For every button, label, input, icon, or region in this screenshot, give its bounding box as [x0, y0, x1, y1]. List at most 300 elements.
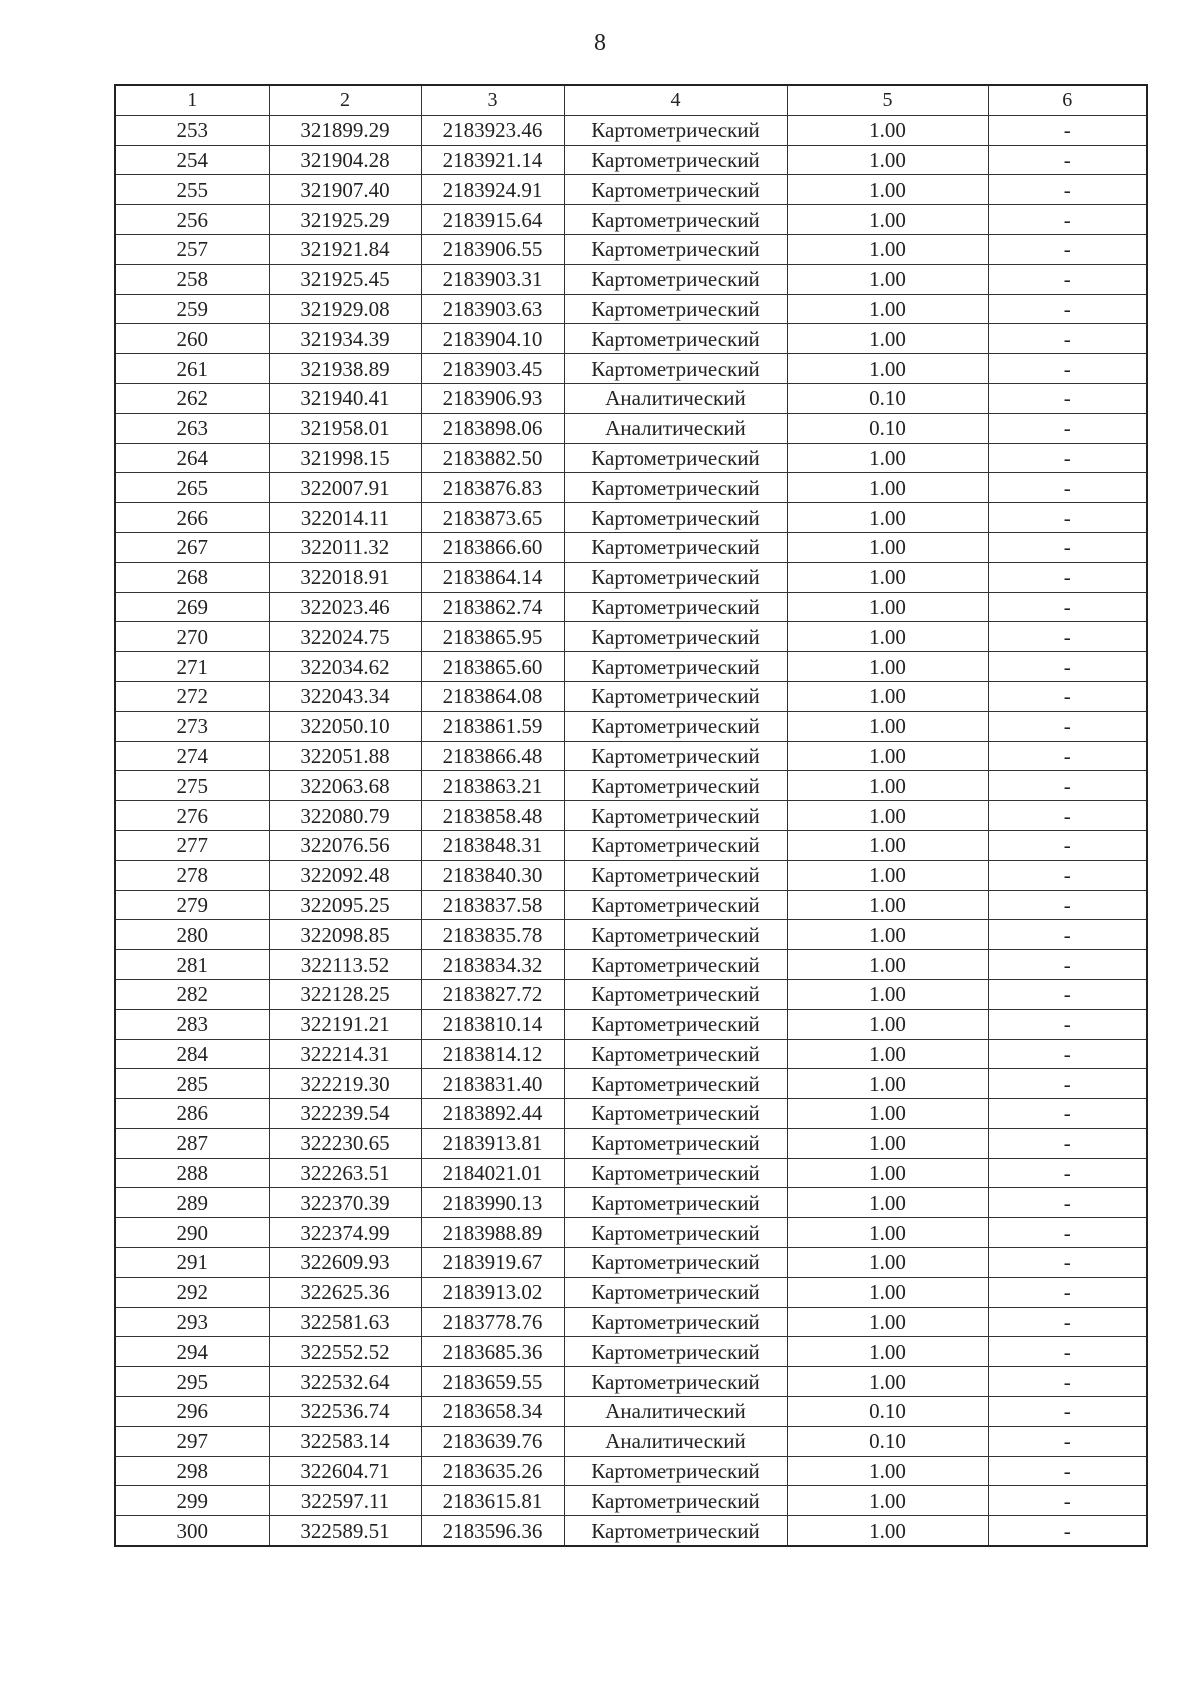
x-coordinate-cell: 321925.45 — [269, 264, 421, 294]
x-coordinate-cell: 322063.68 — [269, 771, 421, 801]
accuracy-cell: 1.00 — [787, 1307, 988, 1337]
x-coordinate-cell: 321907.40 — [269, 175, 421, 205]
note-cell: - — [988, 1128, 1147, 1158]
point-number-cell: 298 — [115, 1456, 269, 1486]
method-cell: Картометрический — [564, 1188, 787, 1218]
table-row — [115, 115, 1147, 145]
table-row — [115, 443, 1147, 473]
x-coordinate-cell: 322191.21 — [269, 1009, 421, 1039]
x-coordinate-cell: 322597.11 — [269, 1486, 421, 1516]
method-cell: Картометрический — [564, 1218, 787, 1248]
y-coordinate-cell: 2183873.65 — [421, 503, 564, 533]
note-cell: - — [988, 1188, 1147, 1218]
accuracy-cell: 1.00 — [787, 652, 988, 682]
method-cell: Картометрический — [564, 354, 787, 384]
point-number-cell: 286 — [115, 1099, 269, 1129]
accuracy-cell: 1.00 — [787, 1516, 988, 1546]
note-cell: - — [988, 920, 1147, 950]
method-cell: Картометрический — [564, 622, 787, 652]
note-cell: - — [988, 1009, 1147, 1039]
column-header-3: 3 — [421, 85, 564, 115]
y-coordinate-cell: 2183778.76 — [421, 1307, 564, 1337]
accuracy-cell: 1.00 — [787, 1456, 988, 1486]
point-number-cell: 263 — [115, 413, 269, 443]
table-row — [115, 1069, 1147, 1099]
table-row — [115, 145, 1147, 175]
accuracy-cell: 1.00 — [787, 1188, 988, 1218]
x-coordinate-cell: 322552.52 — [269, 1337, 421, 1367]
accuracy-cell: 1.00 — [787, 1367, 988, 1397]
y-coordinate-cell: 2183924.91 — [421, 175, 564, 205]
x-coordinate-cell: 322023.46 — [269, 592, 421, 622]
note-cell: - — [988, 1069, 1147, 1099]
note-cell: - — [988, 801, 1147, 831]
method-cell: Аналитический — [564, 383, 787, 413]
accuracy-cell: 1.00 — [787, 860, 988, 890]
note-cell: - — [988, 115, 1147, 145]
x-coordinate-cell: 322374.99 — [269, 1218, 421, 1248]
accuracy-cell: 1.00 — [787, 205, 988, 235]
y-coordinate-cell: 2183913.02 — [421, 1277, 564, 1307]
point-number-cell: 275 — [115, 771, 269, 801]
note-cell: - — [988, 1307, 1147, 1337]
method-cell: Картометрический — [564, 801, 787, 831]
note-cell: - — [988, 1426, 1147, 1456]
method-cell: Картометрический — [564, 592, 787, 622]
y-coordinate-cell: 2183990.13 — [421, 1188, 564, 1218]
accuracy-cell: 1.00 — [787, 979, 988, 1009]
method-cell: Картометрический — [564, 1009, 787, 1039]
point-number-cell: 277 — [115, 830, 269, 860]
x-coordinate-cell: 322024.75 — [269, 622, 421, 652]
y-coordinate-cell: 2183639.76 — [421, 1426, 564, 1456]
note-cell: - — [988, 413, 1147, 443]
accuracy-cell: 1.00 — [787, 592, 988, 622]
note-cell: - — [988, 294, 1147, 324]
y-coordinate-cell: 2183831.40 — [421, 1069, 564, 1099]
table-row — [115, 175, 1147, 205]
method-cell: Картометрический — [564, 234, 787, 264]
x-coordinate-cell: 322604.71 — [269, 1456, 421, 1486]
y-coordinate-cell: 2183906.93 — [421, 383, 564, 413]
method-cell: Аналитический — [564, 1426, 787, 1456]
note-cell: - — [988, 1039, 1147, 1069]
table-row — [115, 413, 1147, 443]
y-coordinate-cell: 2183923.46 — [421, 115, 564, 145]
method-cell: Картометрический — [564, 950, 787, 980]
note-cell: - — [988, 1248, 1147, 1278]
x-coordinate-cell: 322080.79 — [269, 801, 421, 831]
method-cell: Картометрический — [564, 860, 787, 890]
y-coordinate-cell: 2183903.63 — [421, 294, 564, 324]
point-number-cell: 282 — [115, 979, 269, 1009]
y-coordinate-cell: 2183864.08 — [421, 681, 564, 711]
table-row — [115, 681, 1147, 711]
x-coordinate-cell: 322532.64 — [269, 1367, 421, 1397]
accuracy-cell: 1.00 — [787, 1128, 988, 1158]
accuracy-cell: 1.00 — [787, 622, 988, 652]
x-coordinate-cell: 322043.34 — [269, 681, 421, 711]
table-row — [115, 1516, 1147, 1546]
y-coordinate-cell: 2183865.95 — [421, 622, 564, 652]
accuracy-cell: 1.00 — [787, 175, 988, 205]
method-cell: Аналитический — [564, 1397, 787, 1427]
y-coordinate-cell: 2184021.01 — [421, 1158, 564, 1188]
method-cell: Картометрический — [564, 1337, 787, 1367]
method-cell: Картометрический — [564, 771, 787, 801]
accuracy-cell: 1.00 — [787, 711, 988, 741]
accuracy-cell: 0.10 — [787, 1397, 988, 1427]
y-coordinate-cell: 2183921.14 — [421, 145, 564, 175]
table-row — [115, 1307, 1147, 1337]
method-cell: Картометрический — [564, 503, 787, 533]
accuracy-cell: 1.00 — [787, 562, 988, 592]
y-coordinate-cell: 2183596.36 — [421, 1516, 564, 1546]
accuracy-cell: 1.00 — [787, 890, 988, 920]
table-row — [115, 1486, 1147, 1516]
accuracy-cell: 1.00 — [787, 1248, 988, 1278]
point-number-cell: 300 — [115, 1516, 269, 1546]
x-coordinate-cell: 321938.89 — [269, 354, 421, 384]
method-cell: Картометрический — [564, 1128, 787, 1158]
note-cell: - — [988, 1456, 1147, 1486]
accuracy-cell: 1.00 — [787, 532, 988, 562]
y-coordinate-cell: 2183919.67 — [421, 1248, 564, 1278]
note-cell: - — [988, 1158, 1147, 1188]
accuracy-cell: 0.10 — [787, 383, 988, 413]
x-coordinate-cell: 321958.01 — [269, 413, 421, 443]
point-number-cell: 295 — [115, 1367, 269, 1397]
method-cell: Картометрический — [564, 830, 787, 860]
y-coordinate-cell: 2183864.14 — [421, 562, 564, 592]
method-cell: Картометрический — [564, 1307, 787, 1337]
method-cell: Картометрический — [564, 1069, 787, 1099]
accuracy-cell: 1.00 — [787, 1069, 988, 1099]
note-cell: - — [988, 532, 1147, 562]
note-cell: - — [988, 324, 1147, 354]
y-coordinate-cell: 2183904.10 — [421, 324, 564, 354]
note-cell: - — [988, 622, 1147, 652]
note-cell: - — [988, 1516, 1147, 1546]
point-number-cell: 269 — [115, 592, 269, 622]
point-number-cell: 273 — [115, 711, 269, 741]
accuracy-cell: 1.00 — [787, 681, 988, 711]
point-number-cell: 284 — [115, 1039, 269, 1069]
method-cell: Картометрический — [564, 1516, 787, 1546]
y-coordinate-cell: 2183659.55 — [421, 1367, 564, 1397]
table-body — [115, 115, 1147, 1546]
x-coordinate-cell: 322014.11 — [269, 503, 421, 533]
note-cell: - — [988, 383, 1147, 413]
note-cell: - — [988, 205, 1147, 235]
method-cell: Картометрический — [564, 532, 787, 562]
method-cell: Картометрический — [564, 1486, 787, 1516]
y-coordinate-cell: 2183882.50 — [421, 443, 564, 473]
method-cell: Картометрический — [564, 115, 787, 145]
x-coordinate-cell: 321934.39 — [269, 324, 421, 354]
note-cell: - — [988, 562, 1147, 592]
note-cell: - — [988, 1277, 1147, 1307]
note-cell: - — [988, 830, 1147, 860]
point-number-cell: 268 — [115, 562, 269, 592]
x-coordinate-cell: 322625.36 — [269, 1277, 421, 1307]
column-header-2: 2 — [269, 85, 421, 115]
note-cell: - — [988, 1367, 1147, 1397]
table-row — [115, 771, 1147, 801]
y-coordinate-cell: 2183866.60 — [421, 532, 564, 562]
table-row — [115, 1426, 1147, 1456]
table-row — [115, 1099, 1147, 1129]
note-cell: - — [988, 890, 1147, 920]
note-cell: - — [988, 979, 1147, 1009]
x-coordinate-cell: 321925.29 — [269, 205, 421, 235]
table-row — [115, 1248, 1147, 1278]
table-row — [115, 1337, 1147, 1367]
y-coordinate-cell: 2183906.55 — [421, 234, 564, 264]
table-row — [115, 890, 1147, 920]
point-number-cell: 276 — [115, 801, 269, 831]
accuracy-cell: 1.00 — [787, 1099, 988, 1129]
coordinates-table — [114, 84, 1148, 1547]
table-row — [115, 354, 1147, 384]
accuracy-cell: 1.00 — [787, 234, 988, 264]
x-coordinate-cell: 322128.25 — [269, 979, 421, 1009]
method-cell: Картометрический — [564, 294, 787, 324]
column-header-5: 5 — [787, 85, 988, 115]
table-row — [115, 1367, 1147, 1397]
table-header — [115, 85, 1147, 115]
accuracy-cell: 1.00 — [787, 294, 988, 324]
x-coordinate-cell: 322609.93 — [269, 1248, 421, 1278]
y-coordinate-cell: 2183827.72 — [421, 979, 564, 1009]
table-row — [115, 1456, 1147, 1486]
x-coordinate-cell: 322050.10 — [269, 711, 421, 741]
y-coordinate-cell: 2183876.83 — [421, 473, 564, 503]
table-row — [115, 652, 1147, 682]
table-row — [115, 1128, 1147, 1158]
table-row — [115, 1218, 1147, 1248]
note-cell: - — [988, 711, 1147, 741]
accuracy-cell: 1.00 — [787, 950, 988, 980]
x-coordinate-cell: 322076.56 — [269, 830, 421, 860]
x-coordinate-cell: 322583.14 — [269, 1426, 421, 1456]
x-coordinate-cell: 321899.29 — [269, 115, 421, 145]
table-row — [115, 801, 1147, 831]
method-cell: Картометрический — [564, 1367, 787, 1397]
accuracy-cell: 1.00 — [787, 741, 988, 771]
x-coordinate-cell: 321998.15 — [269, 443, 421, 473]
point-number-cell: 285 — [115, 1069, 269, 1099]
y-coordinate-cell: 2183866.48 — [421, 741, 564, 771]
y-coordinate-cell: 2183863.21 — [421, 771, 564, 801]
table-row — [115, 264, 1147, 294]
point-number-cell: 266 — [115, 503, 269, 533]
note-cell: - — [988, 1337, 1147, 1367]
y-coordinate-cell: 2183635.26 — [421, 1456, 564, 1486]
table-row — [115, 741, 1147, 771]
table-row — [115, 1158, 1147, 1188]
accuracy-cell: 1.00 — [787, 1486, 988, 1516]
x-coordinate-cell: 322098.85 — [269, 920, 421, 950]
table-row — [115, 473, 1147, 503]
method-cell: Картометрический — [564, 1039, 787, 1069]
x-coordinate-cell: 322095.25 — [269, 890, 421, 920]
table-row — [115, 711, 1147, 741]
table-row — [115, 324, 1147, 354]
note-cell: - — [988, 503, 1147, 533]
note-cell: - — [988, 1099, 1147, 1129]
x-coordinate-cell: 322370.39 — [269, 1188, 421, 1218]
x-coordinate-cell: 322581.63 — [269, 1307, 421, 1337]
table-row — [115, 562, 1147, 592]
x-coordinate-cell: 322092.48 — [269, 860, 421, 890]
method-cell: Картометрический — [564, 741, 787, 771]
header-row — [115, 85, 1147, 115]
y-coordinate-cell: 2183898.06 — [421, 413, 564, 443]
point-number-cell: 296 — [115, 1397, 269, 1427]
method-cell: Картометрический — [564, 175, 787, 205]
note-cell: - — [988, 1486, 1147, 1516]
note-cell: - — [988, 1397, 1147, 1427]
accuracy-cell: 1.00 — [787, 1039, 988, 1069]
column-header-4: 4 — [564, 85, 787, 115]
method-cell: Картометрический — [564, 711, 787, 741]
table-row — [115, 1039, 1147, 1069]
point-number-cell: 261 — [115, 354, 269, 384]
y-coordinate-cell: 2183658.34 — [421, 1397, 564, 1427]
y-coordinate-cell: 2183840.30 — [421, 860, 564, 890]
method-cell: Аналитический — [564, 413, 787, 443]
y-coordinate-cell: 2183858.48 — [421, 801, 564, 831]
method-cell: Картометрический — [564, 264, 787, 294]
point-number-cell: 281 — [115, 950, 269, 980]
x-coordinate-cell: 322018.91 — [269, 562, 421, 592]
table-row — [115, 234, 1147, 264]
x-coordinate-cell: 322239.54 — [269, 1099, 421, 1129]
note-cell: - — [988, 443, 1147, 473]
point-number-cell: 262 — [115, 383, 269, 413]
point-number-cell: 278 — [115, 860, 269, 890]
table-row — [115, 979, 1147, 1009]
method-cell: Картометрический — [564, 652, 787, 682]
y-coordinate-cell: 2183834.32 — [421, 950, 564, 980]
accuracy-cell: 1.00 — [787, 920, 988, 950]
x-coordinate-cell: 321940.41 — [269, 383, 421, 413]
point-number-cell: 289 — [115, 1188, 269, 1218]
note-cell: - — [988, 771, 1147, 801]
page-number: 8 — [594, 30, 606, 56]
accuracy-cell: 1.00 — [787, 503, 988, 533]
method-cell: Картометрический — [564, 1158, 787, 1188]
point-number-cell: 294 — [115, 1337, 269, 1367]
point-number-cell: 257 — [115, 234, 269, 264]
point-number-cell: 280 — [115, 920, 269, 950]
x-coordinate-cell: 322051.88 — [269, 741, 421, 771]
note-cell: - — [988, 175, 1147, 205]
note-cell: - — [988, 860, 1147, 890]
x-coordinate-cell: 322214.31 — [269, 1039, 421, 1069]
accuracy-cell: 0.10 — [787, 413, 988, 443]
table-row — [115, 1009, 1147, 1039]
method-cell: Картометрический — [564, 562, 787, 592]
accuracy-cell: 0.10 — [787, 1426, 988, 1456]
point-number-cell: 271 — [115, 652, 269, 682]
point-number-cell: 260 — [115, 324, 269, 354]
accuracy-cell: 1.00 — [787, 1218, 988, 1248]
y-coordinate-cell: 2183892.44 — [421, 1099, 564, 1129]
point-number-cell: 259 — [115, 294, 269, 324]
y-coordinate-cell: 2183835.78 — [421, 920, 564, 950]
point-number-cell: 254 — [115, 145, 269, 175]
table-row — [115, 205, 1147, 235]
accuracy-cell: 1.00 — [787, 324, 988, 354]
table-row — [115, 1397, 1147, 1427]
point-number-cell: 274 — [115, 741, 269, 771]
accuracy-cell: 1.00 — [787, 115, 988, 145]
method-cell: Картометрический — [564, 1456, 787, 1486]
table-row — [115, 532, 1147, 562]
x-coordinate-cell: 322536.74 — [269, 1397, 421, 1427]
note-cell: - — [988, 592, 1147, 622]
y-coordinate-cell: 2183814.12 — [421, 1039, 564, 1069]
x-coordinate-cell: 321904.28 — [269, 145, 421, 175]
note-cell: - — [988, 145, 1147, 175]
accuracy-cell: 1.00 — [787, 1337, 988, 1367]
method-cell: Картометрический — [564, 473, 787, 503]
method-cell: Картометрический — [564, 979, 787, 1009]
y-coordinate-cell: 2183837.58 — [421, 890, 564, 920]
x-coordinate-cell: 322011.32 — [269, 532, 421, 562]
point-number-cell: 256 — [115, 205, 269, 235]
accuracy-cell: 1.00 — [787, 443, 988, 473]
point-number-cell: 291 — [115, 1248, 269, 1278]
note-cell: - — [988, 741, 1147, 771]
y-coordinate-cell: 2183915.64 — [421, 205, 564, 235]
method-cell: Картометрический — [564, 1248, 787, 1278]
point-number-cell: 293 — [115, 1307, 269, 1337]
x-coordinate-cell: 321929.08 — [269, 294, 421, 324]
method-cell: Картометрический — [564, 1099, 787, 1129]
method-cell: Картометрический — [564, 145, 787, 175]
note-cell: - — [988, 264, 1147, 294]
point-number-cell: 292 — [115, 1277, 269, 1307]
x-coordinate-cell: 322589.51 — [269, 1516, 421, 1546]
note-cell: - — [988, 234, 1147, 264]
accuracy-cell: 1.00 — [787, 801, 988, 831]
point-number-cell: 265 — [115, 473, 269, 503]
table-row — [115, 592, 1147, 622]
column-header-1: 1 — [115, 85, 269, 115]
method-cell: Картометрический — [564, 324, 787, 354]
x-coordinate-cell: 322007.91 — [269, 473, 421, 503]
y-coordinate-cell: 2183913.81 — [421, 1128, 564, 1158]
accuracy-cell: 1.00 — [787, 771, 988, 801]
point-number-cell: 264 — [115, 443, 269, 473]
method-cell: Картометрический — [564, 681, 787, 711]
point-number-cell: 267 — [115, 532, 269, 562]
y-coordinate-cell: 2183685.36 — [421, 1337, 564, 1367]
table-row — [115, 830, 1147, 860]
method-cell: Картометрический — [564, 1277, 787, 1307]
point-number-cell: 290 — [115, 1218, 269, 1248]
note-cell: - — [988, 950, 1147, 980]
table-row — [115, 1188, 1147, 1218]
accuracy-cell: 1.00 — [787, 145, 988, 175]
y-coordinate-cell: 2183615.81 — [421, 1486, 564, 1516]
accuracy-cell: 1.00 — [787, 264, 988, 294]
x-coordinate-cell: 322230.65 — [269, 1128, 421, 1158]
y-coordinate-cell: 2183861.59 — [421, 711, 564, 741]
